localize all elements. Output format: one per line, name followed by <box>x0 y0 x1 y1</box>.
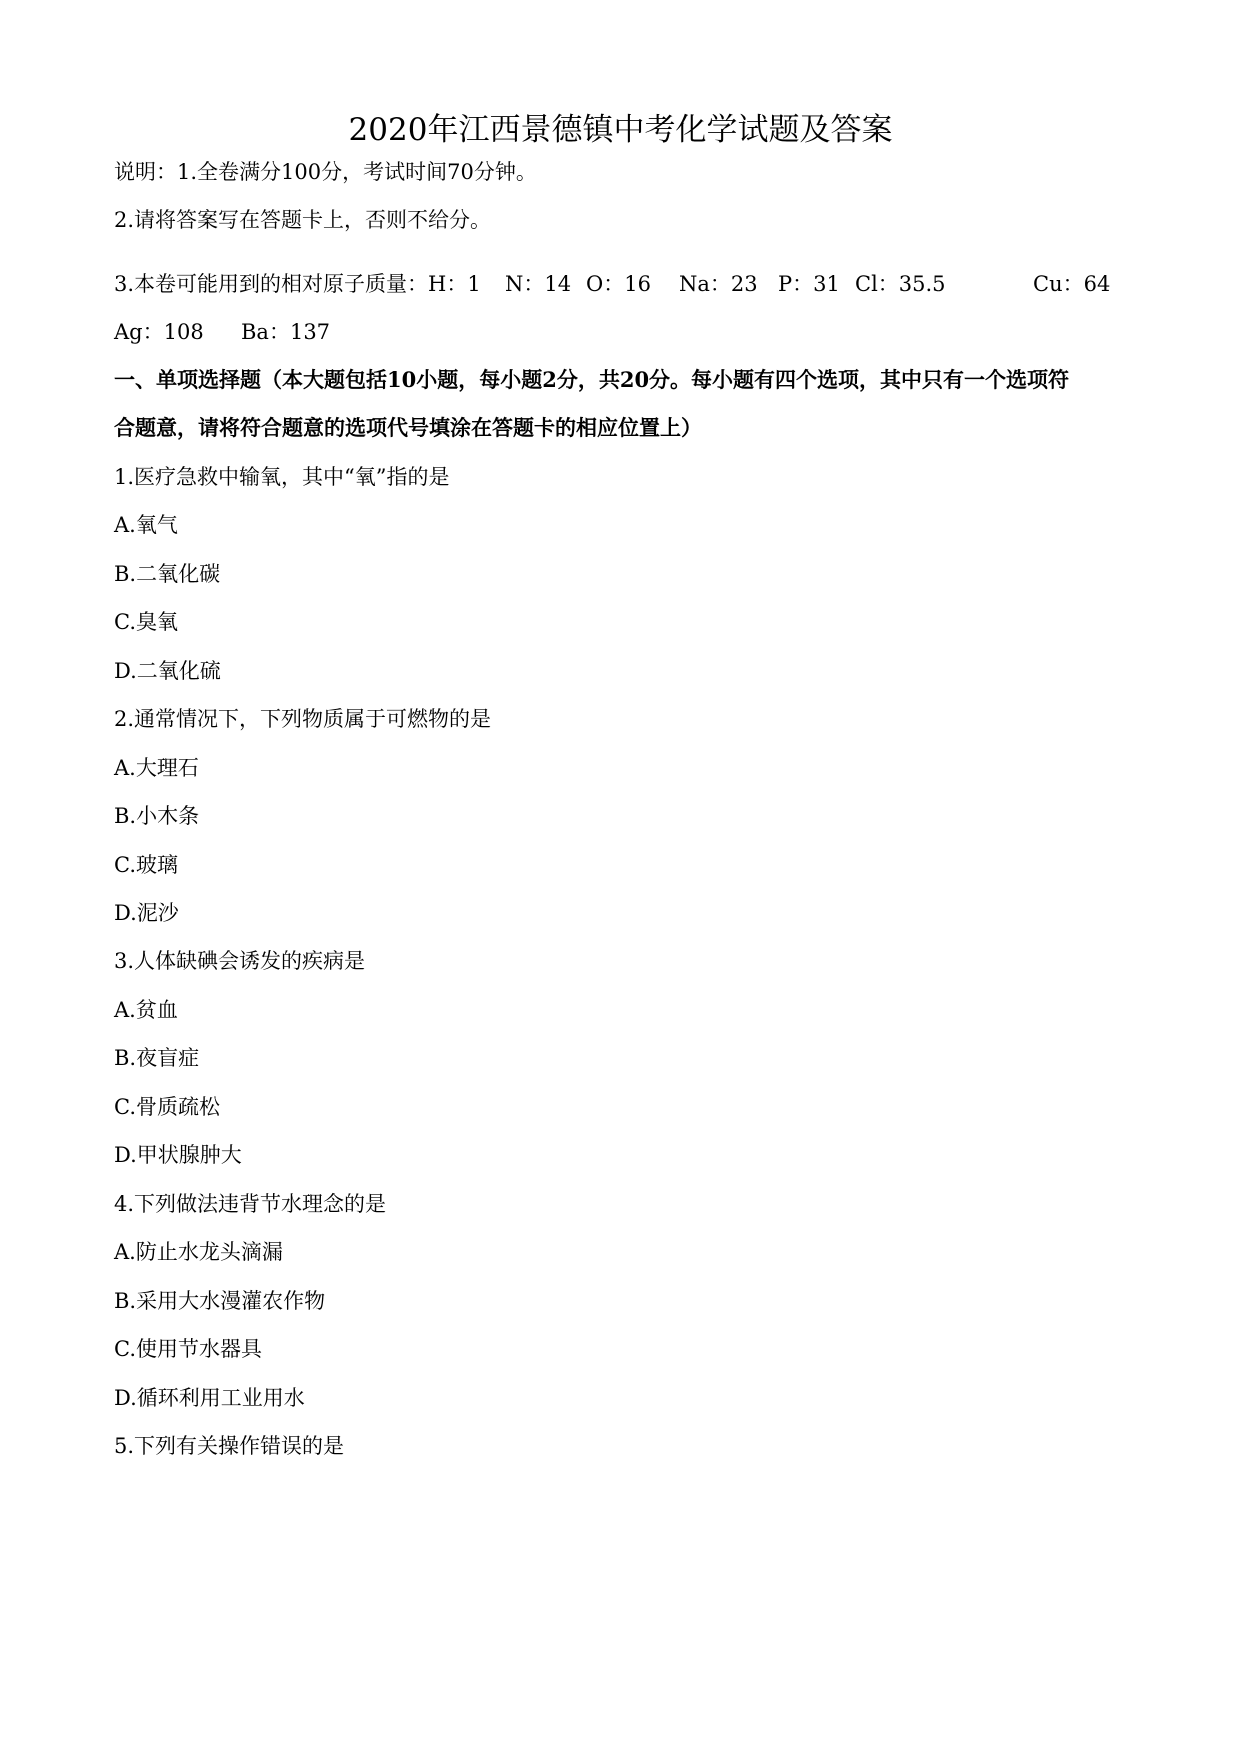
atomic-mass-row-2 <box>114 317 1134 347</box>
atomic-mass-o: O：16 <box>586 272 651 296</box>
atomic-mass-row <box>114 269 1134 299</box>
page-title: 2020年江西景德镇中考化学试题及答案 <box>348 112 893 148</box>
question-3-option-b: B.夜盲症 <box>114 1046 200 1070</box>
question-3-option-d: D.甲状腺肿大 <box>114 1143 242 1167</box>
question-2-option-c: C.玻璃 <box>114 853 178 877</box>
atomic-mass-prefix: 3.本卷可能用到的相对原子质量：H：1 <box>114 272 481 296</box>
note-score-time: 说明：1.全卷满分100分，考试时间70分钟。 <box>114 160 537 184</box>
question-4-stem: 4.下列做法违背节水理念的是 <box>114 1192 387 1216</box>
atomic-mass-p: P：31 <box>778 272 840 296</box>
atomic-mass-na: Na：23 <box>679 272 758 296</box>
section-heading-line2: 合题意，请将符合题意的选项代号填涂在答题卡的相应位置上） <box>114 415 702 440</box>
question-3-stem: 3.人体缺碘会诱发的疾病是 <box>114 949 366 973</box>
atomic-mass-ba: Ba：137 <box>241 320 331 344</box>
question-4-option-d: D.循环利用工业用水 <box>114 1386 305 1410</box>
atomic-mass-n: N：14 <box>505 272 572 296</box>
atomic-mass-cl: Cl：35.5 <box>855 272 946 296</box>
question-2-option-a: A.大理石 <box>114 756 199 780</box>
question-4-option-a: A.防止水龙头滴漏 <box>114 1240 283 1264</box>
question-1-option-a: A.氧气 <box>114 513 178 537</box>
atomic-mass-cu: Cu：64 <box>1033 272 1111 296</box>
question-1-option-b: B.二氧化碳 <box>114 562 221 586</box>
question-2-option-b: B.小木条 <box>114 804 200 828</box>
question-1-option-c: C.臭氧 <box>114 610 178 634</box>
atomic-mass-ag: Ag：108 <box>114 320 204 344</box>
question-4-option-b: B.采用大水漫灌农作物 <box>114 1289 326 1313</box>
note-answer-sheet: 2.请将答案写在答题卡上，否则不给分。 <box>114 208 492 232</box>
question-1-option-d: D.二氧化硫 <box>114 659 221 683</box>
section-heading-line1: 一、单项选择题（本大题包括10小题，每小题2分，共20分。每小题有四个选项，其中只有一个选项符 <box>114 367 1070 392</box>
question-5-stem: 5.下列有关操作错误的是 <box>114 1434 345 1458</box>
question-3-option-a: A.贫血 <box>114 998 178 1022</box>
question-4-option-c: C.使用节水器具 <box>114 1337 262 1361</box>
question-2-stem: 2.通常情况下，下列物质属于可燃物的是 <box>114 707 492 731</box>
question-3-option-c: C.骨质疏松 <box>114 1095 220 1119</box>
question-2-option-d: D.泥沙 <box>114 901 179 925</box>
question-1-stem: 1.医疗急救中输氧，其中“氧”指的是 <box>114 465 450 489</box>
